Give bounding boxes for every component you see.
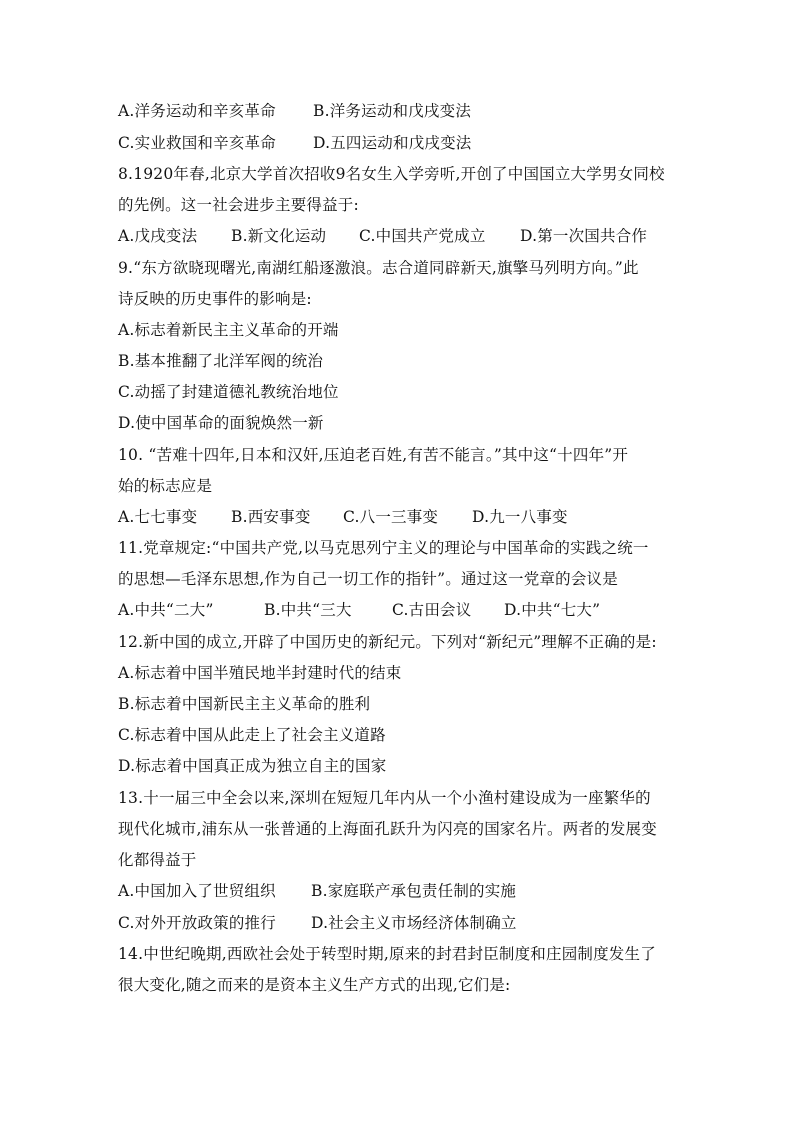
q7-option-d: D.五四运动和戊戌变法 — [313, 134, 472, 152]
q14-stem-line-2: 很大变化,随之而来的是资本主义生产方式的出现,它们是: — [118, 976, 511, 994]
q7-option-b: B.洋务运动和戊戌变法 — [313, 102, 472, 120]
q8-stem-line-1: 8.1920年春,北京大学首次招收9名女生入学旁听,开创了中国国立大学男女同校 — [118, 165, 665, 183]
q10-option-b: B.西安事变 — [231, 508, 311, 526]
q13-option-b: B.家庭联产承包责任制的实施 — [311, 882, 517, 900]
q13-stem-line-3: 化都得益于 — [118, 851, 197, 869]
q9-stem-line-2: 诗反映的历史事件的影响是: — [118, 290, 312, 308]
q11-option-d: D.中共“七大” — [504, 601, 601, 619]
q11-stem-line-2: 的思想—毛泽东思想,作为自己一切工作的指针”。通过这一党章的会议是 — [118, 570, 618, 588]
q10-stem-line-2: 始的标志应是 — [118, 477, 213, 495]
q11-option-c: C.古田会议 — [392, 601, 472, 619]
q9-option-c: C.动摇了封建道德礼教统治地位 — [118, 383, 339, 401]
q10-stem-line-1: 10. “苦难十四年,日本和汉奸,压迫老百姓,有苦不能言。”其中这“十四年”开 — [118, 446, 629, 464]
q13-option-c: C.对外开放政策的推行 — [118, 914, 276, 932]
q8-option-d: D.第一次国共合作 — [520, 227, 648, 245]
q13-option-d: D.社会主义市场经济体制确立 — [311, 914, 517, 932]
q12-option-c: C.标志着中国从此走上了社会主义道路 — [118, 726, 386, 744]
q13-option-a: A.中国加入了世贸组织 — [118, 882, 276, 900]
q12-option-b: B.标志着中国新民主主义革命的胜利 — [118, 695, 371, 713]
q14-stem-line-1: 14.中世纪晚期,西欧社会处于转型时期,原来的封君封臣制度和庄园制度发生了 — [118, 945, 656, 963]
q8-option-b: B.新文化运动 — [231, 227, 327, 245]
q10-option-c: C.八一三事变 — [343, 508, 439, 526]
q12-stem-line-1: 12.新中国的成立,开辟了中国历史的新纪元。下列对“新纪元”理解不正确的是: — [118, 633, 657, 651]
q10-option-a: A.七七事变 — [118, 508, 198, 526]
q7-option-c: C.实业救国和辛亥革命 — [118, 134, 276, 152]
q12-option-a: A.标志着中国半殖民地半封建时代的结束 — [118, 664, 402, 682]
q7-option-a: A.洋务运动和辛亥革命 — [118, 102, 276, 120]
q13-stem-line-2: 现代化城市,浦东从一张普通的上海面孔跃升为闪亮的国家名片。两者的发展变 — [118, 820, 657, 838]
q13-stem-line-1: 13.十一届三中全会以来,深圳在短短几年内从一个小渔村建设成为一座繁华的 — [118, 789, 651, 807]
q8-option-c: C.中国共产党成立 — [359, 227, 486, 245]
q8-stem-line-2: 的先例。这一社会进步主要得益于: — [118, 196, 359, 214]
q11-option-a: A.中共“二大” — [118, 601, 214, 619]
q12-option-d: D.标志着中国真正成为独立自主的国家 — [118, 757, 387, 775]
q9-stem-line-1: 9.“东方欲晓现曙光,南湖红船逐激浪。志合道同辟新天,旗擎马列明方向。”此 — [118, 259, 639, 277]
q10-option-d: D.九一八事变 — [472, 508, 568, 526]
q9-option-a: A.标志着新民主主义革命的开端 — [118, 321, 339, 339]
q11-option-b: B.中共“三大 — [264, 601, 352, 619]
q9-option-b: B.基本推翻了北洋军阀的统治 — [118, 352, 324, 370]
q9-option-d: D.使中国革命的面貌焕然一新 — [118, 414, 324, 432]
q11-stem-line-1: 11.党章规定:“中国共产党,以马克思列宁主义的理论与中国革命的实践之统一 — [118, 539, 649, 557]
q8-option-a: A.戊戌变法 — [118, 227, 198, 245]
